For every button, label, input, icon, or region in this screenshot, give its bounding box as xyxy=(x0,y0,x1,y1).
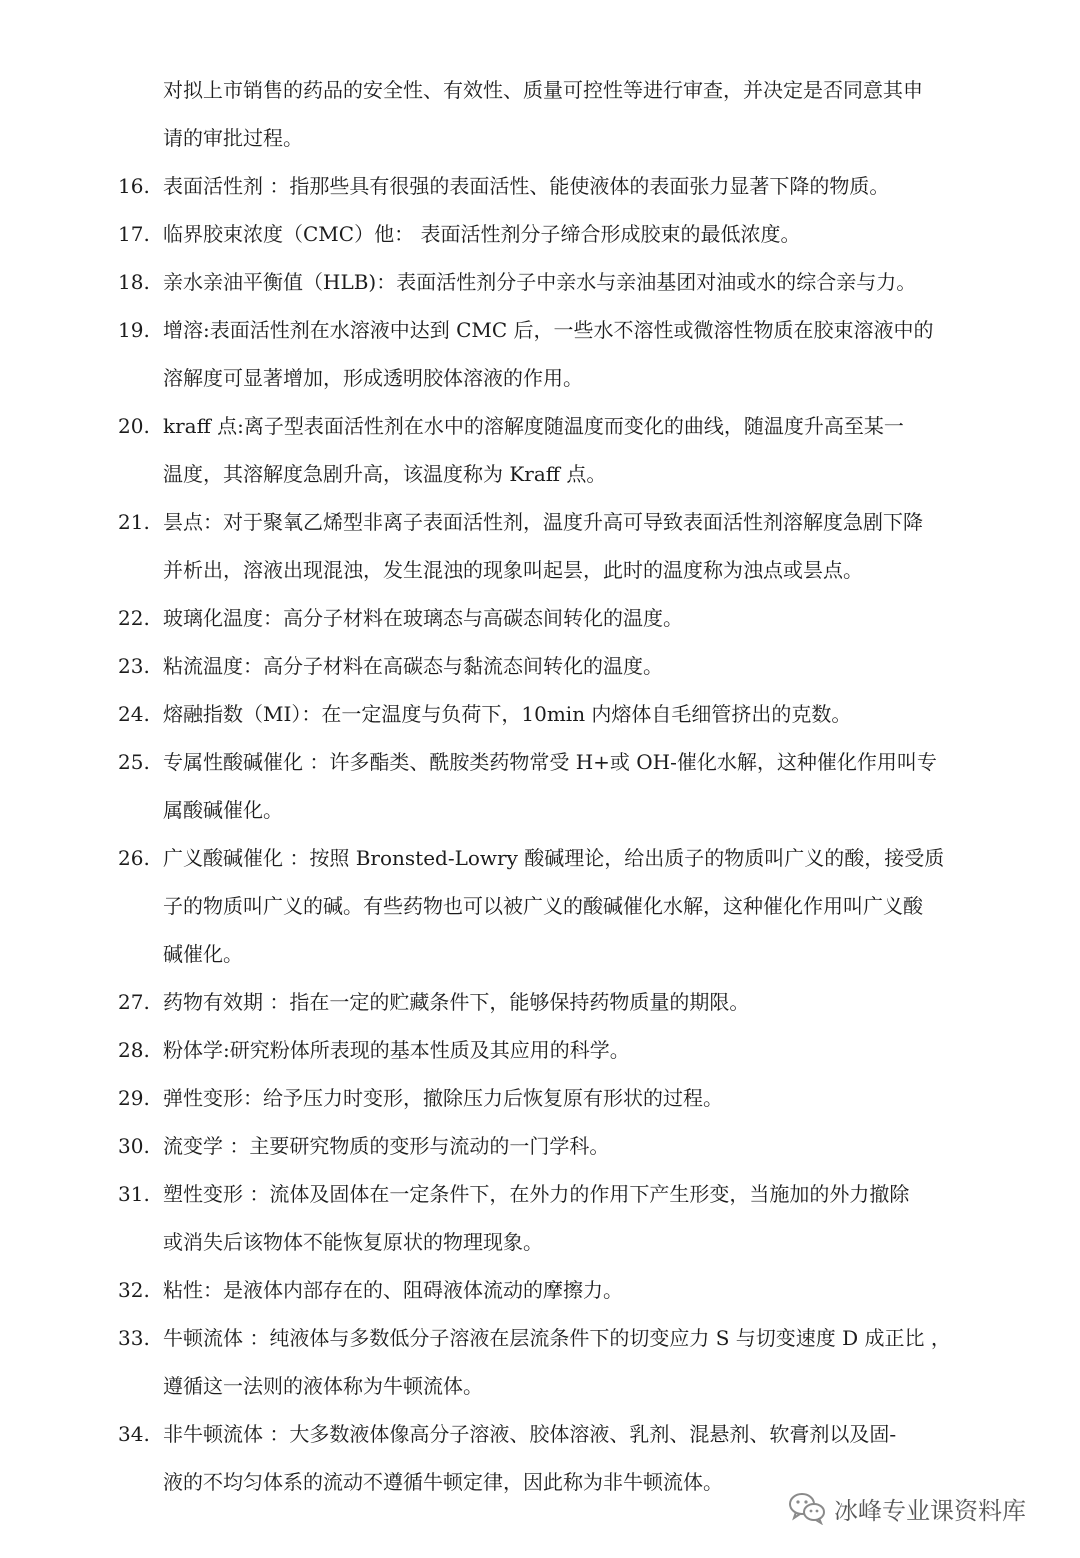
entry-text xyxy=(163,594,983,642)
entry-line: 增溶:表面活性剂在水溶液中达到 CMC 后，一些水不溶性或微溶性物质在胶束溶液中的 xyxy=(163,318,934,342)
entry-number: 16. xyxy=(118,174,150,198)
entry-line: 非牛顿流体 ：大多数液体像高分子溶液、胶体溶液、乳剂、混悬剂、软膏剂以及固- xyxy=(163,1422,897,1446)
entry-number: 27. xyxy=(118,990,150,1014)
entry-text xyxy=(163,258,983,306)
entry-text xyxy=(163,834,983,978)
continuation-paragraph xyxy=(163,66,983,162)
entry-line: kraff 点:离子型表面活性剂在水中的溶解度随温度而变化的曲线，随温度升高至某一 xyxy=(163,414,904,438)
entry-line: 子的物质叫广义的碱。有些药物也可以被广义的酸碱催化水解，这种催化作用叫广义酸 xyxy=(163,894,923,918)
entry-number: 33. xyxy=(118,1326,150,1350)
entry-line: 粘性：是液体内部存在的、阻碍液体流动的摩擦力。 xyxy=(163,1278,623,1302)
entry-text xyxy=(163,1026,983,1074)
entry-line: 牛顿流体 ：纯液体与多数低分子溶液在层流条件下的切变应力 S 与切变速度 D 成正比 ， xyxy=(163,1326,951,1350)
watermark xyxy=(788,1488,1026,1528)
entry-number: 22. xyxy=(118,606,150,630)
entry-number: 31. xyxy=(118,1182,150,1206)
entry-text xyxy=(163,978,983,1026)
continuation-line: 请的审批过程。 xyxy=(163,126,303,150)
entry-text xyxy=(163,738,983,834)
entry-line: 表面活性剂 ：指那些具有很强的表面活性、能使液体的表面张力显著下降的物质。 xyxy=(163,174,890,198)
entry-line: 昙点：对于聚氧乙烯型非离子表面活性剂，温度升高可导致表面活性剂溶解度急剧下降 xyxy=(163,510,923,534)
entry-number: 25. xyxy=(118,750,150,774)
entry-line: 或消失后该物体不能恢复原状的物理现象。 xyxy=(163,1230,543,1254)
entry-text xyxy=(163,1122,983,1170)
wechat-icon xyxy=(788,1491,826,1525)
entry-number: 20. xyxy=(118,414,150,438)
entry-number: 24. xyxy=(118,702,150,726)
entry-text xyxy=(163,162,983,210)
entry-line: 遵循这一法则的液体称为牛顿流体。 xyxy=(163,1374,483,1398)
continuation-line: 对拟上市销售的药品的安全性、有效性、质量可控性等进行审查，并决定是否同意其申 xyxy=(163,78,923,102)
entry-text xyxy=(163,402,983,498)
entry-text xyxy=(163,690,983,738)
entry-text xyxy=(163,210,983,258)
entry-line: 流变学 ：主要研究物质的变形与流动的一门学科。 xyxy=(163,1134,610,1158)
entry-text xyxy=(163,1074,983,1122)
entry-line: 玻璃化温度：高分子材料在玻璃态与高碳态间转化的温度。 xyxy=(163,606,683,630)
entry-line: 液的不均匀体系的流动不遵循牛顿定律，因此称为非牛顿流体。 xyxy=(163,1470,723,1494)
entry-line: 亲水亲油平衡值（HLB)：表面活性剂分子中亲水与亲油基团对油或水的综合亲与力。 xyxy=(163,270,917,294)
entry-line: 碱催化。 xyxy=(163,942,243,966)
entry-text xyxy=(163,1170,983,1266)
entry-number: 28. xyxy=(118,1038,150,1062)
entry-line: 药物有效期 ：指在一定的贮藏条件下，能够保持药物质量的期限。 xyxy=(163,990,750,1014)
entry-number: 18. xyxy=(118,270,150,294)
entry-line: 粉体学:研究粉体所表现的基本性质及其应用的科学。 xyxy=(163,1038,630,1062)
entry-number: 19. xyxy=(118,318,150,342)
entry-line: 属酸碱催化。 xyxy=(163,798,283,822)
entry-number: 17. xyxy=(118,222,150,246)
entry-line: 并析出，溶液出现混浊，发生混浊的现象叫起昙，此时的温度称为浊点或昙点。 xyxy=(163,558,863,582)
entry-line: 粘流温度：高分子材料在高碳态与黏流态间转化的温度。 xyxy=(163,654,663,678)
entry-line: 弹性变形：给予压力时变形，撤除压力后恢复原有形状的过程。 xyxy=(163,1086,723,1110)
entry-number: 26. xyxy=(118,846,150,870)
entry-line: 临界胶束浓度（CMC）他： 表面活性剂分子缔合形成胶束的最低浓度。 xyxy=(163,222,801,246)
entry-line: 广义酸碱催化 ：按照 Bronsted-Lowry 酸碱理论，给出质子的物质叫广义的酸，接受质 xyxy=(163,846,945,870)
entry-number: 29. xyxy=(118,1086,150,1110)
entry-number: 34. xyxy=(118,1422,150,1446)
entry-text xyxy=(163,1266,983,1314)
entry-text xyxy=(163,306,983,402)
entry-line: 温度，其溶解度急剧升高，该温度称为 Kraff 点。 xyxy=(163,462,607,486)
entry-text xyxy=(163,1314,983,1410)
entry-line: 溶解度可显著增加，形成透明胶体溶液的作用。 xyxy=(163,366,583,390)
entry-text xyxy=(163,642,983,690)
watermark-text: 冰峰专业课资料库 xyxy=(834,1496,1026,1525)
entry-line: 专属性酸碱催化 ：许多酯类、酰胺类药物常受 H+或 OH-催化水解，这种催化作用叫专 xyxy=(163,750,937,774)
entry-line: 熔融指数（MI）：在一定温度与负荷下，10min 内熔体自毛细管挤出的克数。 xyxy=(163,702,852,726)
entry-number: 30. xyxy=(118,1134,150,1158)
entry-number: 21. xyxy=(118,510,150,534)
entry-line: 塑性变形 ：流体及固体在一定条件下，在外力的作用下产生形变，当施加的外力撤除 xyxy=(163,1182,910,1206)
entry-number: 23. xyxy=(118,654,150,678)
entry-number: 32. xyxy=(118,1278,150,1302)
entry-text xyxy=(163,498,983,594)
